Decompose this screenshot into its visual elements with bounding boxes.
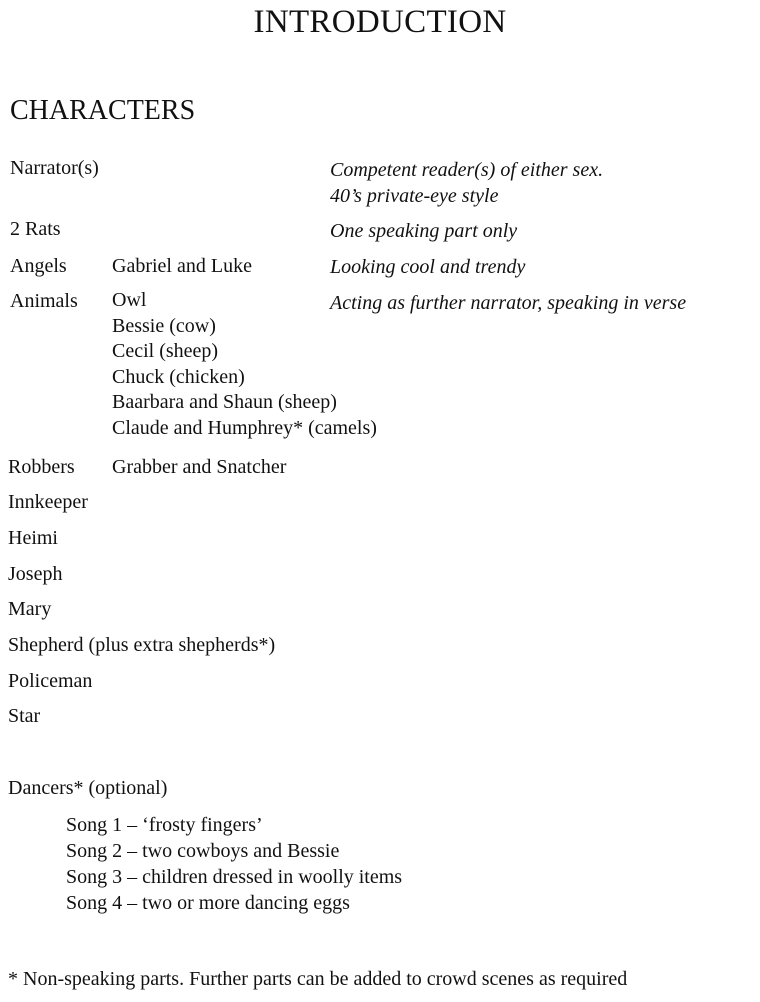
character-animals-name: Animals bbox=[10, 290, 78, 312]
song-item: Song 2 – two cowboys and Bessie bbox=[66, 840, 340, 862]
animal-member: Baarbara and Shaun (sheep) bbox=[112, 391, 337, 413]
animal-member: Cecil (sheep) bbox=[112, 340, 219, 362]
character-narrator-name: Narrator(s) bbox=[10, 157, 99, 179]
character-shepherd: Shepherd (plus extra shepherds*) bbox=[8, 634, 276, 656]
section-heading-characters: CHARACTERS bbox=[10, 95, 196, 126]
character-joseph: Joseph bbox=[8, 563, 63, 585]
character-narrator-description-line1: Competent reader(s) of either sex. bbox=[330, 159, 604, 181]
character-rats-name: 2 Rats bbox=[10, 218, 61, 240]
character-narrator-description-line2: 40’s private-eye style bbox=[330, 185, 499, 207]
animal-member: Bessie (cow) bbox=[112, 314, 216, 337]
character-animals-description: Acting as further narrator, speaking in verse bbox=[330, 292, 687, 314]
animal-member: Owl bbox=[112, 289, 147, 311]
character-robbers-members: Grabber and Snatcher bbox=[112, 456, 287, 478]
character-mary: Mary bbox=[8, 598, 52, 620]
character-angels-name: Angels bbox=[10, 255, 67, 277]
character-angels-description: Looking cool and trendy bbox=[330, 256, 526, 278]
character-policeman: Policeman bbox=[8, 670, 93, 692]
page-title: INTRODUCTION bbox=[253, 4, 507, 40]
footnote: * Non-speaking parts. Further parts can be added to crowd scenes as required bbox=[8, 968, 628, 990]
character-heimi: Heimi bbox=[8, 527, 58, 549]
song-item: Song 3 – children dressed in woolly items bbox=[66, 866, 403, 888]
dancers-song-list bbox=[66, 812, 402, 916]
character-innkeeper: Innkeeper bbox=[8, 491, 88, 513]
animal-member: Claude and Humphrey* (camels) bbox=[112, 416, 377, 439]
character-star: Star bbox=[8, 705, 41, 727]
character-angels-members: Gabriel and Luke bbox=[112, 255, 252, 277]
song-item: Song 1 – ‘frosty fingers’ bbox=[66, 814, 263, 836]
song-item: Song 4 – two or more dancing eggs bbox=[66, 892, 350, 914]
character-rats-description: One speaking part only bbox=[330, 220, 518, 242]
character-robbers-name: Robbers bbox=[8, 456, 75, 478]
dancers-heading: Dancers* (optional) bbox=[8, 777, 168, 799]
animal-member: Chuck (chicken) bbox=[112, 365, 245, 388]
